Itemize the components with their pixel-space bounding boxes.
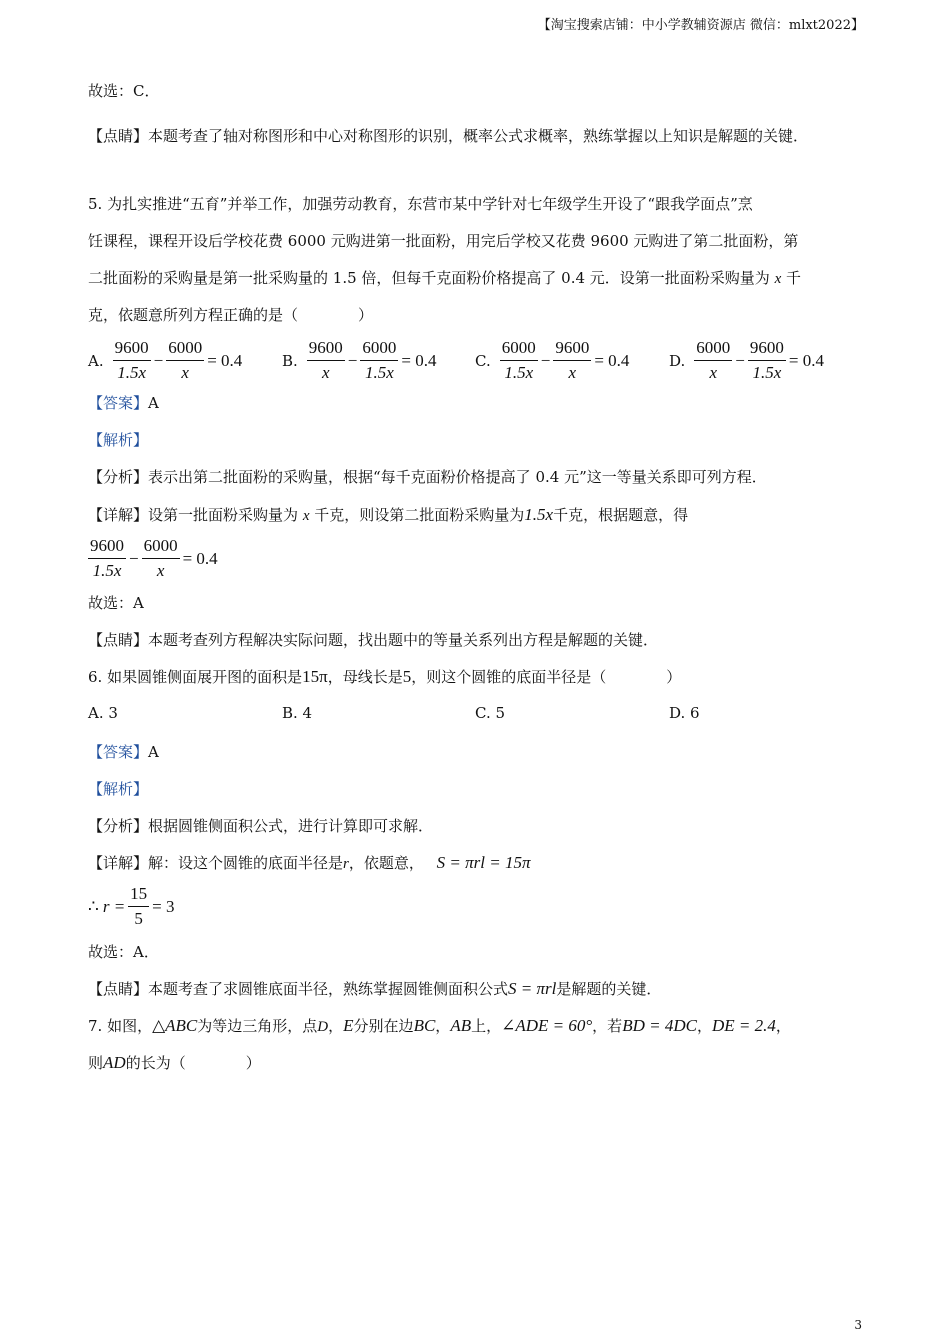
review-text: 本题考查了轴对称图形和中心对称图形的识别，概率公式求概率，熟练掌握以上知识是解题的关键． bbox=[148, 127, 809, 145]
fraction: $\frac{9600}{1.5x}$ bbox=[749, 338, 784, 382]
fraction: $\frac{9600}{1.5x}$ bbox=[90, 536, 124, 580]
q5-option-b: B. $\frac{9600}{x}$ − $\frac{6000}{1.5x}$ = 0.4 bbox=[282, 336, 436, 385]
q5-analysis-tag: 【解析】 bbox=[88, 431, 149, 449]
fraction: $\frac{6000}{x}$ bbox=[143, 536, 178, 580]
q5-stem-line2: 饪课程，课程开设后学校花费 6000 元购进第一批面粉，用完后学校又花费 9600 元购进了第二批面粉，第 bbox=[88, 232, 799, 250]
fraction: $\frac{6000}{1.5x}$ bbox=[501, 338, 536, 382]
q6-fenxi: 【分析】根据圆锥侧面积公式，进行计算即可求解． bbox=[88, 817, 434, 835]
page-number: 3 bbox=[854, 1318, 862, 1332]
review-tag: 【点睛】 bbox=[88, 127, 149, 145]
q5-review: 【点睛】本题考查列方程解决实际问题，找出题中的等量关系列出方程是解题的关键． bbox=[88, 631, 659, 649]
q5-choice: 故选：A bbox=[88, 594, 144, 612]
q6-xiangjie: 【详解】解：设这个圆锥的底面半径是r，依题意， S = πrl = 15π bbox=[88, 853, 531, 872]
q5-equation: $\frac{9600}{1.5x}$ − $\frac{6000}{x}$ = 0.4 bbox=[85, 534, 218, 583]
q6-option-a: A. 3 bbox=[88, 704, 118, 722]
q6-option-c: C. 5 bbox=[475, 704, 506, 722]
q5-option-d: D. $\frac{6000}{x}$ − $\frac{9600}{1.5x}$ = 0.4 bbox=[669, 336, 824, 385]
q5-xiangjie: 【详解】设第一批面粉采购量为 x 千克，则设第二批面粉采购量为1.5x千克，根据题意，得 bbox=[88, 505, 689, 524]
fraction: $\frac{15}{5}$ bbox=[130, 884, 148, 928]
fraction: $\frac{9600}{x}$ bbox=[555, 338, 590, 382]
q5-fenxi: 【分析】表示出第二批面粉的采购量，根据“每千克面粉价格提高了 0.4 元”这一等量关系即可列方程． bbox=[88, 468, 767, 486]
q5-option-a: A. $\frac{9600}{1.5x}$ − $\frac{6000}{x}$ = 0.4 bbox=[88, 336, 242, 385]
var-x: x bbox=[774, 271, 782, 287]
q5-stem-line4: 克，依题意所列方程正确的是（ ） bbox=[88, 306, 374, 324]
q6-option-b: B. 4 bbox=[282, 704, 313, 722]
page-header-watermark: 【淘宝搜索店铺：中小学教辅资源店 微信：mlxt2022】 bbox=[537, 18, 864, 33]
q6-answer: 【答案】A bbox=[88, 743, 159, 761]
q5-answer: 【答案】A bbox=[88, 394, 159, 412]
fraction: $\frac{6000}{x}$ bbox=[696, 338, 731, 382]
q4-choice: 故选：C． bbox=[88, 82, 160, 100]
q7-stem-line2: 则AD的长为（ ） bbox=[88, 1053, 261, 1072]
formula: S = πrl = 15π bbox=[436, 853, 531, 872]
q6-review: 【点睛】本题考查了求圆锥底面半径，熟练掌握圆锥侧面积公式S = πrl是解题的关键． bbox=[88, 979, 662, 998]
q5-stem-line1: 5. 为扎实推进“五育”并举工作，加强劳动教育，东营市某中学针对七年级学生开设了“跟我学面点”烹 bbox=[88, 195, 753, 213]
q7-stem-line1: 7. 如图，△ABC为等边三角形，点D，E分别在边BC，AB上，∠ADE = 60°，若BD = 4DC，DE = 2.4， bbox=[88, 1016, 791, 1035]
fraction: $\frac{6000}{1.5x}$ bbox=[362, 338, 397, 382]
q5-stem-line3: 二批面粉的采购量是第一批采购量的 1.5 倍，但每千克面粉价格提高了 0.4 元．设第一批面粉采购量为 x 千 bbox=[88, 269, 802, 287]
fraction: $\frac{9600}{x}$ bbox=[308, 338, 343, 382]
q4-review bbox=[88, 118, 864, 154]
q5-option-c: C. $\frac{6000}{1.5x}$ − $\frac{9600}{x}$ = 0.4 bbox=[475, 336, 629, 385]
q6-analysis-tag: 【解析】 bbox=[88, 780, 149, 798]
fraction: $\frac{6000}{x}$ bbox=[168, 338, 203, 382]
fraction: $\frac{9600}{1.5x}$ bbox=[114, 338, 149, 382]
q6-choice: 故选：A． bbox=[88, 943, 159, 961]
q6-option-d: D. 6 bbox=[669, 704, 700, 722]
q6-therefore: ∴ r = $\frac{15}{5}$ = 3 bbox=[88, 882, 175, 931]
q6-stem: 6. 如果圆锥侧面展开图的面积是15π，母线长是5，则这个圆锥的底面半径是（ ） bbox=[88, 667, 682, 686]
